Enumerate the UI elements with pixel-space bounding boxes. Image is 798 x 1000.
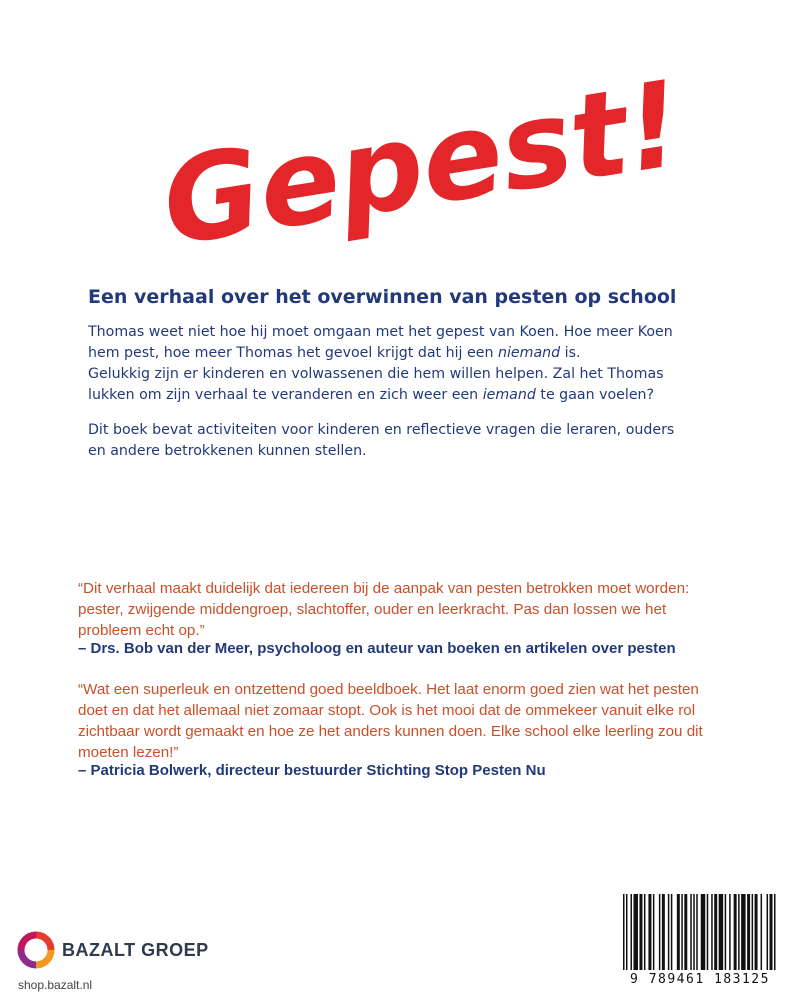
barcode-bar	[693, 894, 695, 970]
barcode-bar	[725, 894, 727, 970]
barcode-bar	[690, 894, 692, 970]
quote-line: pester, zwijgende middengroep, slachtoffer, ouder en leerkracht. Pas dan lossen we het	[78, 601, 667, 618]
blurb-line: Gelukkig zijn er kinderen en volwassenen die hem willen helpen. Zal het Thomas	[88, 366, 664, 382]
barcode-bar	[626, 894, 628, 970]
quote-line: zichtbaar wordt gemaakt en hoe ze het anders kunnen doen. Elke school elke leerling zou dit	[78, 723, 703, 740]
barcode-bar	[719, 894, 723, 970]
blurb-line	[88, 343, 728, 364]
blurb-text: te gaan voelen?	[535, 387, 655, 403]
title-brush-lettering	[150, 54, 691, 273]
barcode-bar	[677, 894, 680, 970]
blurb-emphasis: iemand	[482, 387, 536, 403]
barcode-bar	[741, 894, 745, 970]
review-quote-1	[78, 578, 738, 641]
bazalt-ring-logo-icon	[16, 930, 56, 970]
barcode-bar	[659, 894, 661, 970]
blurb-line	[88, 385, 728, 406]
title-text: Gepest!	[153, 54, 691, 273]
barcode-bar	[761, 894, 763, 970]
quote-line: doet en dat het allemaal niet zomaar stopt. Ook is het mooi dat de ommekeer vanuit elke rol	[78, 702, 696, 719]
barcode-bar	[644, 894, 646, 970]
barcode-bar	[711, 894, 713, 970]
barcode-bar	[752, 894, 754, 970]
barcode-bar	[747, 894, 750, 970]
barcode-bar	[729, 894, 731, 970]
barcode-bar	[767, 894, 769, 970]
blurb-paragraph-2	[88, 420, 728, 462]
barcode-bar	[734, 894, 737, 970]
barcode-bar	[701, 894, 705, 970]
barcode-bar	[623, 894, 625, 970]
barcode-bar	[671, 894, 673, 970]
barcode-bar	[639, 894, 642, 970]
barcode-bar	[684, 894, 687, 970]
blurb-line: Dit boek bevat activiteiten voor kinderen en reflectieve vragen die leraren, ouders	[88, 422, 675, 438]
blurb-emphasis: niemand	[497, 345, 561, 361]
quote-line: “Wat een superleuk en ontzettend goed beeldboek. Het laat enorm goed zien wat het pesten	[78, 681, 699, 698]
blurb-text: is.	[560, 345, 581, 361]
subtitle: Een verhaal over het overwinnen van pesten op school	[88, 286, 677, 308]
publisher-name: BAZALT GROEP	[62, 940, 209, 960]
barcode-bar	[681, 894, 683, 970]
barcode-bar	[633, 894, 637, 970]
barcode-bars	[623, 894, 777, 970]
review-quote-2	[78, 679, 738, 763]
barcode-bar	[630, 894, 632, 970]
publisher-url: shop.bazalt.nl	[18, 978, 93, 992]
barcode-bar	[696, 894, 698, 970]
isbn-barcode	[615, 888, 785, 993]
quote-line: “Dit verhaal maakt duidelijk dat iedereen bij de aanpak van pesten betrokken moet worden:	[78, 580, 690, 597]
title-logo	[150, 54, 691, 273]
blurb-line: en andere betrokkenen kunnen stellen.	[88, 443, 367, 459]
blurb-text: lukken om zijn verhaal te veranderen en zich weer een	[88, 387, 483, 403]
quote-attribution-2: – Patricia Bolwerk, directeur bestuurder Stichting Stop Pesten Nu	[78, 762, 546, 779]
barcode-bar	[755, 894, 758, 970]
quote-line: moeten lezen!”	[78, 744, 179, 761]
blurb-line: Thomas weet niet hoe hij moet omgaan met het gepest van Koen. Hoe meer Koen	[88, 324, 673, 340]
barcode-bar	[653, 894, 655, 970]
barcode-bar	[707, 894, 709, 970]
barcode-bar	[770, 894, 773, 970]
barcode-bar	[668, 894, 670, 970]
barcode-bar	[662, 894, 665, 970]
barcode-bar	[714, 894, 717, 970]
barcode-bar	[774, 894, 776, 970]
quote-line: probleem echt op.”	[78, 622, 205, 639]
barcode-bar	[738, 894, 740, 970]
blurb-paragraph-1	[88, 322, 728, 406]
blurb-text: hem pest, hoe meer Thomas het gevoel krijgt dat hij een	[88, 345, 498, 361]
isbn-number: 9 789461 183125	[630, 972, 770, 987]
quote-attribution-1: – Drs. Bob van der Meer, psycholoog en auteur van boeken en artikelen over pesten	[78, 640, 676, 657]
barcode-bar	[648, 894, 651, 970]
